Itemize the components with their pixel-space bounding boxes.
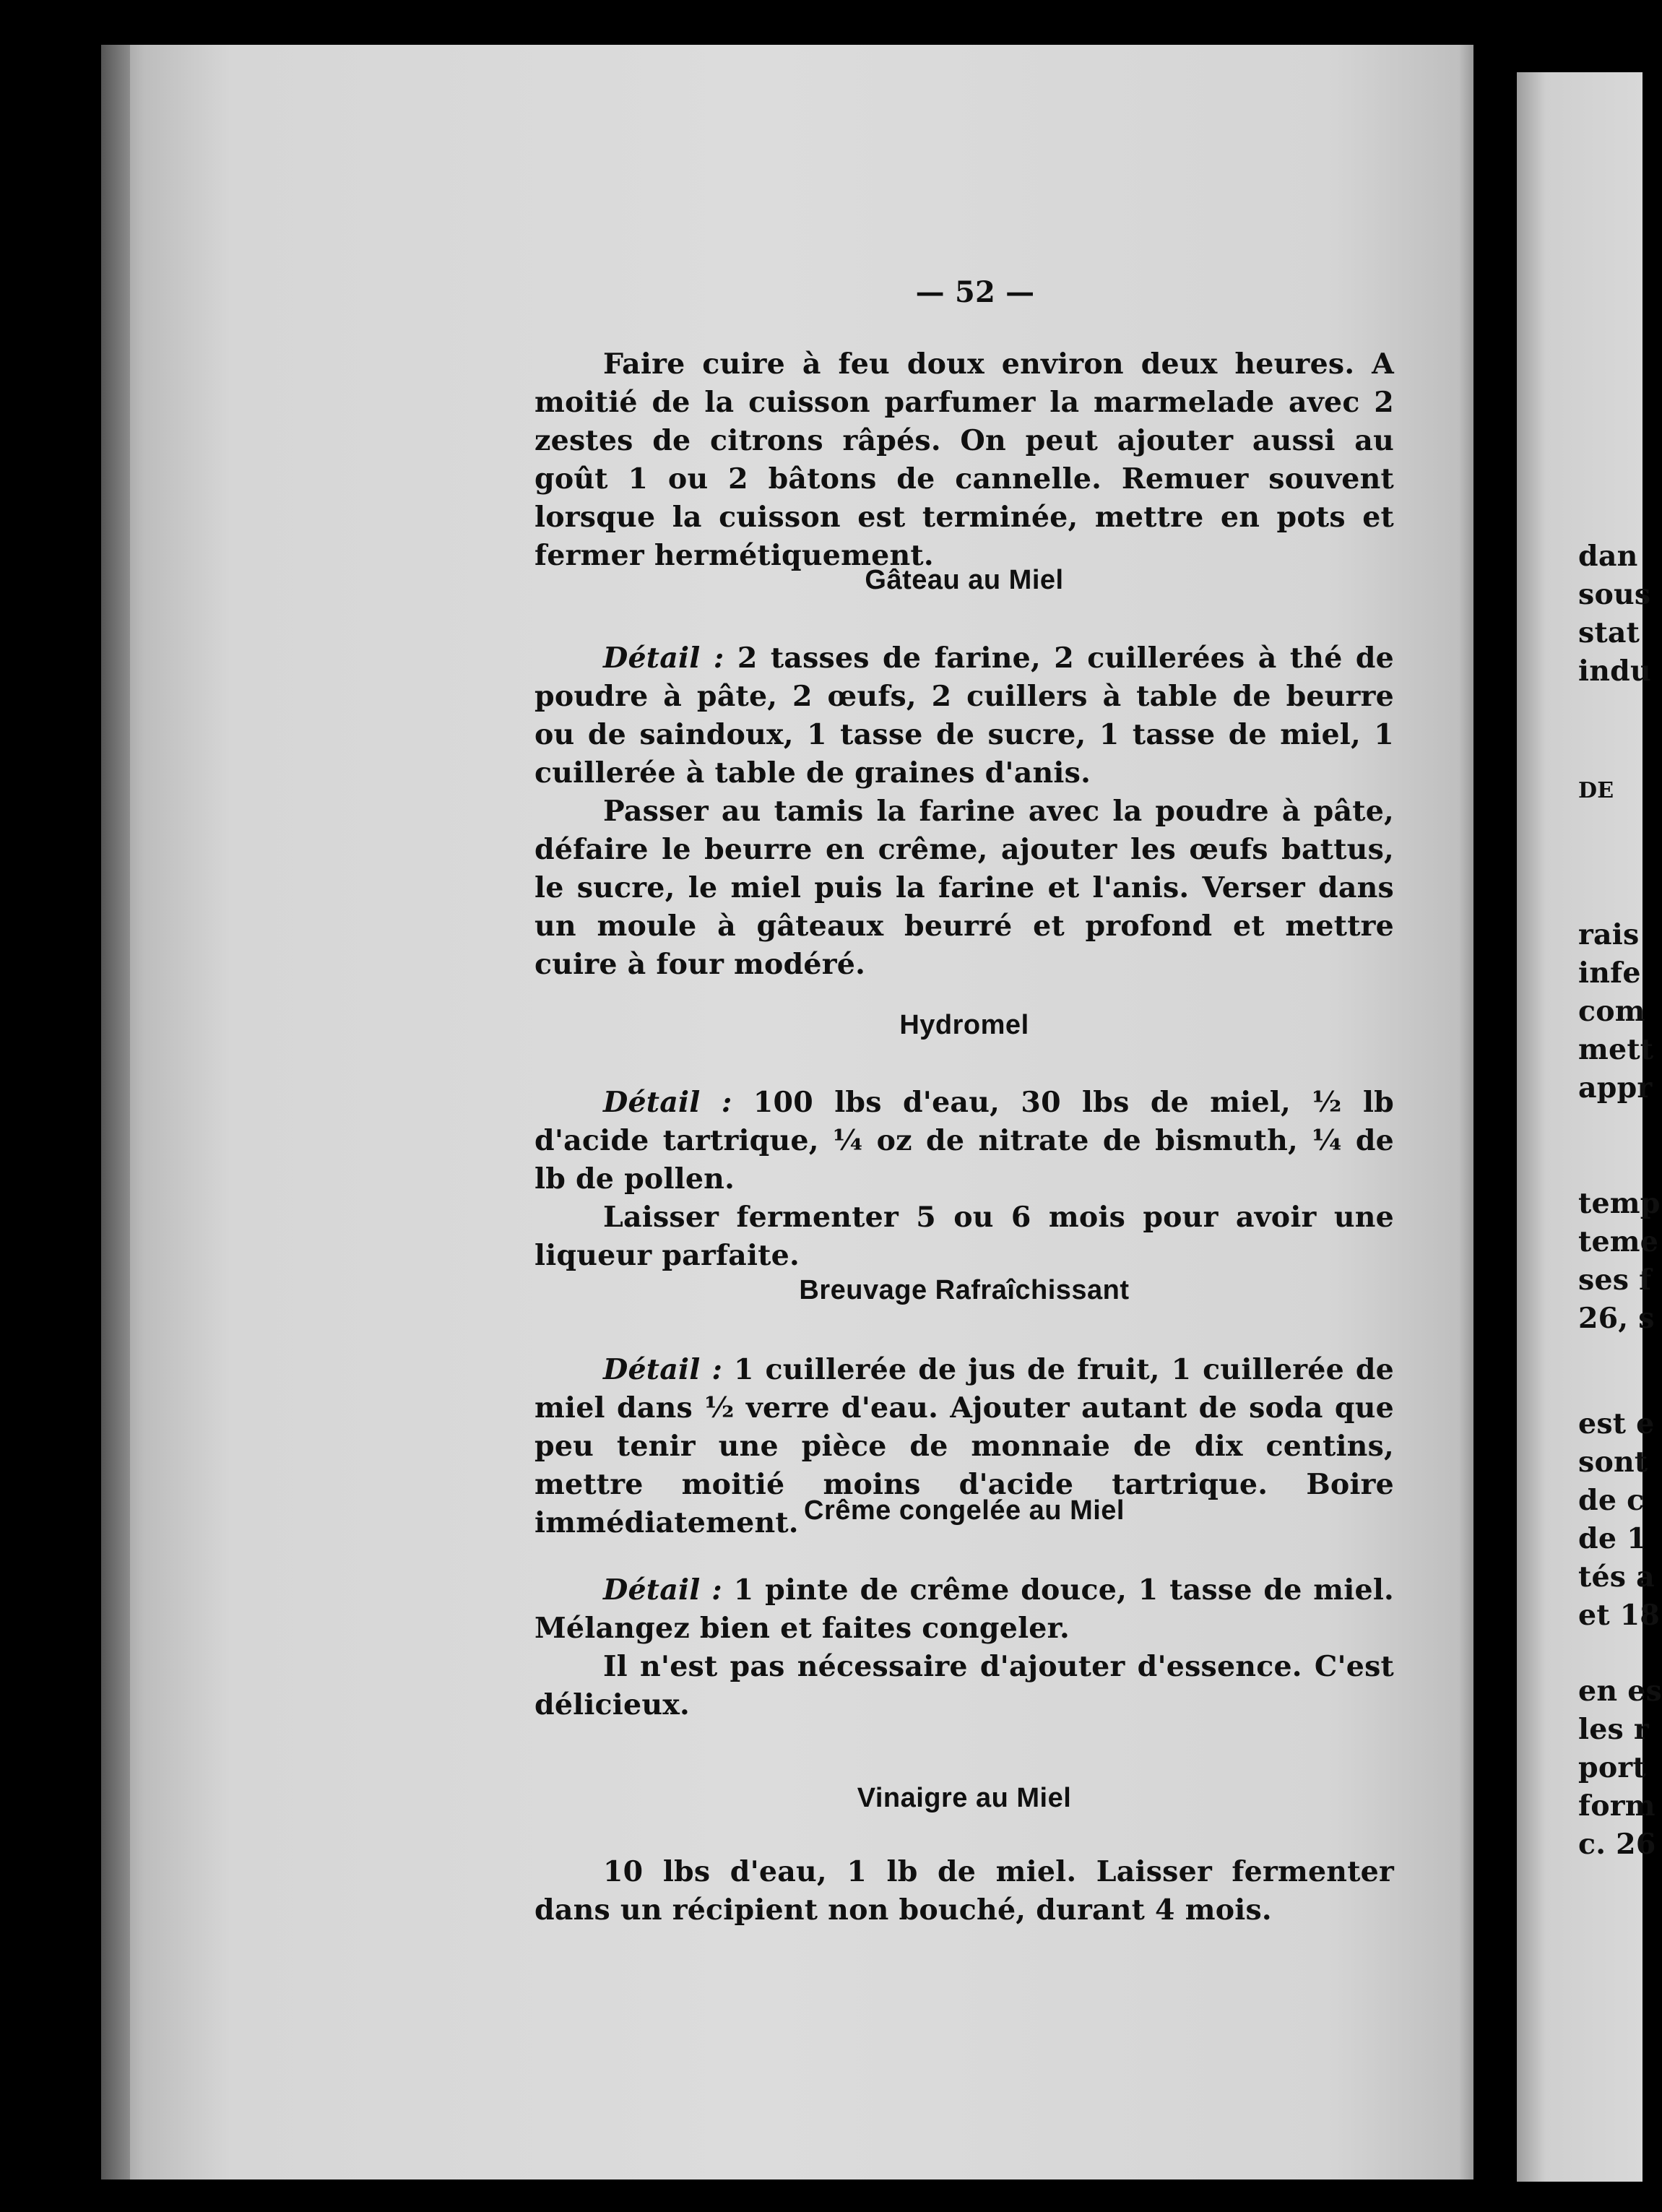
fragment-line: appr [1578,1071,1653,1105]
fragment-line: stat [1578,616,1640,649]
right-page-fragment-6 [1578,1672,1662,1864]
right-page-fragment-2 [1578,772,1642,810]
detail-label: Détail : [603,1353,723,1386]
recipe-title-vinaigre: Vinaigre au Miel [857,1783,1072,1813]
intro-paragraph: Faire cuire à feu doux environ deux heures. A moitié de la cuisson parfumer la marmelade avec 2 zestes de citrons râpés. On peut ajouter aussi au goût 1 ou 2 bâtons de cannelle. Remuer souvent lorsque la cuisson est terminée, mettre en pots et fermer hermétiquement. [534,347,1394,572]
recipe-creme-body [534,1571,1394,1724]
fragment-line: indu [1578,654,1651,688]
right-page-fragment-4 [1578,1185,1661,1338]
fragment-line: de c [1578,1484,1645,1517]
detail-text: 100 lbs d'eau, 30 lbs de miel, ½ lb d'acide tartrique, ¼ oz de nitrate de bismuth, ¼ de lb de pollen. [534,1086,1395,1196]
intro-paragraph-block [534,345,1394,575]
fragment-line: infe [1578,956,1641,990]
fragment-line: form [1578,1789,1655,1823]
fragment-line: mett [1578,1033,1654,1066]
recipe-gateau-detail [534,639,1394,792]
page-gutter-shadow [101,45,130,2179]
fragment-line: port [1578,1751,1646,1784]
page-number: — 52 — [915,275,1035,309]
fragment-line: de 1 [1578,1522,1647,1555]
right-page-fragment-5 [1578,1405,1661,1635]
fragment-line: tés a [1578,1560,1655,1594]
fragment-line: sous [1578,578,1651,611]
recipe-gateau-instructions: Passer au tamis la farine avec la poudre à pâte, défaire le beurre en crême, ajouter les œufs battus, le sucre, le miel puis la farine et l'anis. Verser dans un moule à gâteaux beurré et profond et mettre cuire à four modéré. [534,795,1394,981]
detail-label: Détail : [603,1573,722,1607]
fragment-line: ses f [1578,1263,1652,1297]
right-page [1517,72,1662,2182]
detail-text: 2 tasses de farine, 2 cuillerées à thé de poudre à pâte, 2 œufs, 2 cuillers à table de beurre ou de saindoux, 1 tasse de sucre, 1 tasse de miel, 1 cuillerée à table de graines d'anis. [534,641,1394,790]
fragment-line: et 18 [1578,1599,1661,1632]
recipe-creme-detail [534,1571,1394,1648]
right-page-fragment-1 [1578,537,1651,691]
fragment-line: 26, s [1578,1302,1655,1335]
fragment-line: com [1578,995,1645,1028]
fragment-line: temp [1578,1187,1661,1220]
fragment-line: DE [1578,778,1614,803]
fragment-line: c. 26 [1578,1828,1656,1861]
detail-label: Détail : [603,1086,732,1119]
recipe-title-creme: Crême congelée au Miel [804,1495,1125,1526]
recipe-vinaigre-body [534,1853,1394,1930]
fragment-line: dan [1578,540,1638,573]
recipe-title-breuvage: Breuvage Rafraîchissant [799,1275,1130,1305]
recipe-title-hydromel: Hydromel [899,1010,1029,1040]
recipe-creme-instructions: Il n'est pas nécessaire d'ajouter d'essence. C'est délicieux. [534,1650,1394,1721]
right-page-fragment-3 [1578,916,1654,1107]
detail-text: 1 cuillerée de jus de fruit, 1 cuillerée de miel dans ½ verre d'eau. Ajouter autant de soda que peu tenir une pièce de monnaie de dix centins, mettre moitié moins d'acide tartrique. Boire immédiatement. [534,1353,1394,1539]
detail-text: 1 pinte de crême douce, 1 tasse de miel. Mélangez bien et faites congeler. [534,1573,1394,1645]
recipe-hydromel-instructions: Laisser fermenter 5 ou 6 mois pour avoir une liqueur parfaite. [534,1201,1394,1272]
recipe-hydromel-detail [534,1084,1394,1198]
fragment-line: rais [1578,918,1640,951]
fragment-line: est e [1578,1407,1655,1440]
fragment-line: sont [1578,1446,1648,1479]
fragment-line: en es [1578,1675,1662,1708]
fragment-line: les r [1578,1713,1649,1746]
fragment-line: teme [1578,1225,1659,1258]
recipe-gateau-body [534,639,1394,984]
recipe-title-gateau: Gâteau au Miel [865,565,1064,595]
page-gap [1488,0,1517,2212]
recipe-hydromel-body [534,1084,1394,1275]
recipe-vinaigre-text: 10 lbs d'eau, 1 lb de miel. Laisser fermenter dans un récipient non bouché, durant 4 mois. [534,1855,1394,1927]
detail-label: Détail : [603,641,724,675]
